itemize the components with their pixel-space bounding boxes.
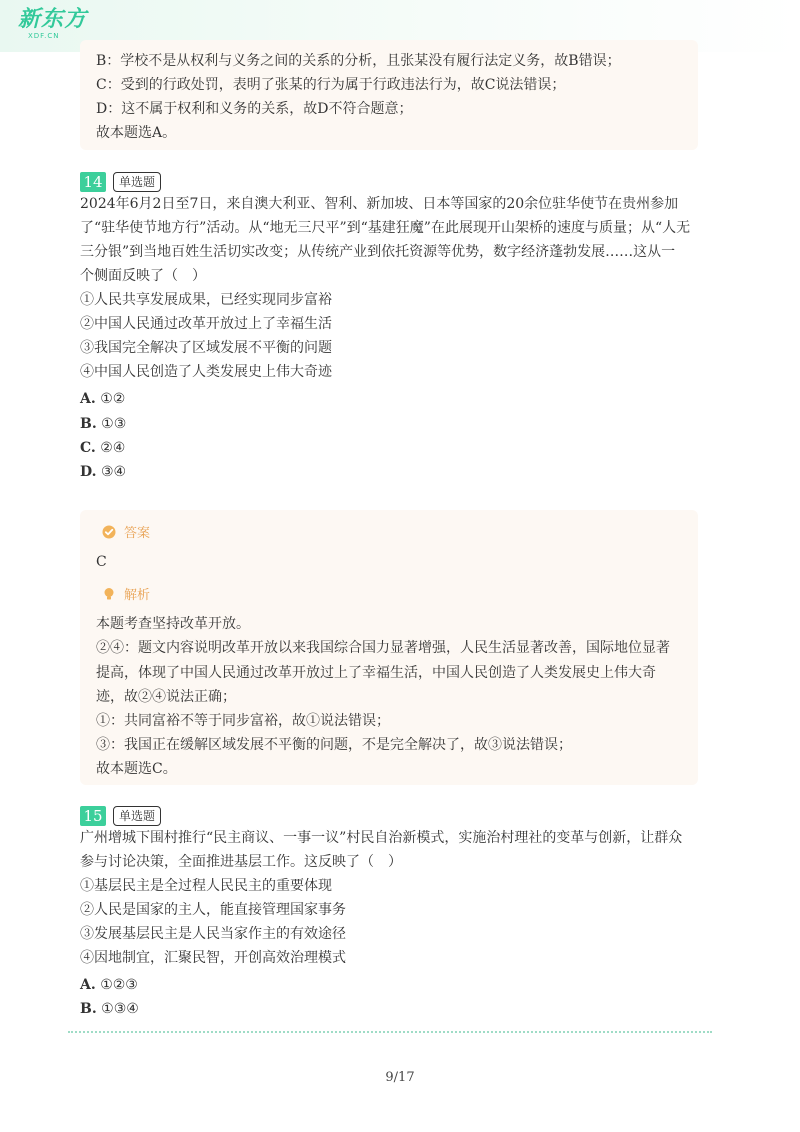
page-number: 9/17 (385, 1070, 415, 1085)
answer-tag (102, 525, 150, 543)
check-circle-icon (102, 525, 116, 539)
option-text: ③④ (100, 464, 127, 480)
answer-value: C (96, 554, 107, 570)
analysis-line: 本题考查坚持改革开放。 (96, 616, 250, 632)
answer-label: 答案 (124, 526, 151, 541)
statement-item: ②人民是国家的主人，能直接管理国家事务 (80, 902, 346, 918)
option-text: ①③④ (101, 1001, 139, 1017)
analysis-line: 故本题选C。 (96, 761, 177, 777)
answer-option-a[interactable] (80, 975, 138, 995)
question-number-badge: 15 (80, 806, 106, 826)
question-type-tag: 单选题 (113, 806, 161, 826)
statement-item: ①人民共享发展成果，已经实现同步富裕 (80, 292, 332, 308)
option-text: ①②③ (100, 977, 138, 993)
analysis-label: 解析 (124, 588, 151, 603)
answer-option-c[interactable] (80, 438, 125, 458)
logo-text: 新东方 (18, 7, 88, 32)
analysis-line: 迹，故②④说法正确； (96, 689, 236, 705)
question-type-tag: 单选题 (113, 172, 161, 192)
analysis-line: ③：我国正在缓解区域发展不平衡的问题，不是完全解决了，故③说法错误； (96, 737, 572, 753)
prev-explanation-line: D：这不属于权利和义务的关系，故D不符合题意； (96, 101, 413, 117)
answer-option-d[interactable] (80, 462, 126, 482)
option-letter: A. (80, 391, 96, 407)
prev-explanation-line: 故本题选A。 (96, 125, 177, 141)
logo (18, 8, 87, 40)
answer-option-b[interactable] (80, 999, 139, 1019)
statement-item: ③我国完全解决了区域发展不平衡的问题 (80, 340, 332, 356)
option-letter: B. (80, 1001, 97, 1017)
prev-explanation-line: C：受到的行政处罚，表明了张某的行为属于行政违法行为，故C说法错误； (96, 77, 566, 93)
prev-explanation-line: B：学校不是从权利与义务之间的关系的分析，且张某没有履行法定义务，故B错误； (96, 53, 621, 69)
question-stem-line: 2024年6月2日至7日，来自澳大利亚、智利、新加坡、日本等国家的20余位驻华使节在贵州参加 (80, 196, 679, 212)
question-stem-line: 广州增城下围村推行“民主商议、一事一议”村民自治新模式，实施治村理社的变革与创新，让群众 (80, 830, 683, 846)
analysis-line: ①：共同富裕不等于同步富裕，故①说法错误； (96, 713, 390, 729)
answer-option-b[interactable] (80, 414, 126, 434)
statement-item: ④因地制宜，汇聚民智，开创高效治理模式 (80, 950, 346, 966)
option-letter: A. (80, 977, 96, 993)
logo-subtext: XDF.CN (28, 32, 60, 40)
answer-option-a[interactable] (80, 389, 125, 409)
statement-item: ④中国人民创造了人类发展史上伟大奇迹 (80, 364, 332, 380)
analysis-line: ②④：题文内容说明改革开放以来我国综合国力显著增强，人民生活显著改善，国际地位显著 (96, 640, 670, 656)
option-text: ①② (100, 391, 126, 407)
option-text: ①③ (101, 416, 127, 432)
question-stem-line: 个侧面反映了（ ） (80, 268, 206, 284)
analysis-line: 提高，体现了中国人民通过改革开放过上了幸福生活，中国人民创造了人类发展史上伟大奇 (96, 665, 656, 681)
question-stem-line: 三分银”到当地百姓生活切实改变；从传统产业到依托资源等优势，数字经济蓬勃发展……这从一 (80, 244, 676, 260)
question-stem-line: 参与讨论决策，全面推进基层工作。这反映了（ ） (80, 854, 402, 870)
statement-item: ②中国人民通过改革开放过上了幸福生活 (80, 316, 332, 332)
lightbulb-icon (102, 587, 116, 601)
section-divider (68, 1031, 712, 1033)
question-stem-line: 了“驻华使节地方行”活动。从“地无三尺平”到“基建狂魔”在此展现开山架桥的速度与质量；从“人无 (80, 220, 691, 236)
option-letter: B. (80, 416, 97, 432)
statement-item: ①基层民主是全过程人民民主的重要体现 (80, 878, 332, 894)
statement-item: ③发展基层民主是人民当家作主的有效途径 (80, 926, 346, 942)
option-letter: D. (80, 464, 97, 480)
option-text: ②④ (100, 440, 126, 456)
question-number-badge: 14 (80, 172, 106, 192)
analysis-tag (102, 587, 150, 605)
option-letter: C. (80, 440, 96, 456)
